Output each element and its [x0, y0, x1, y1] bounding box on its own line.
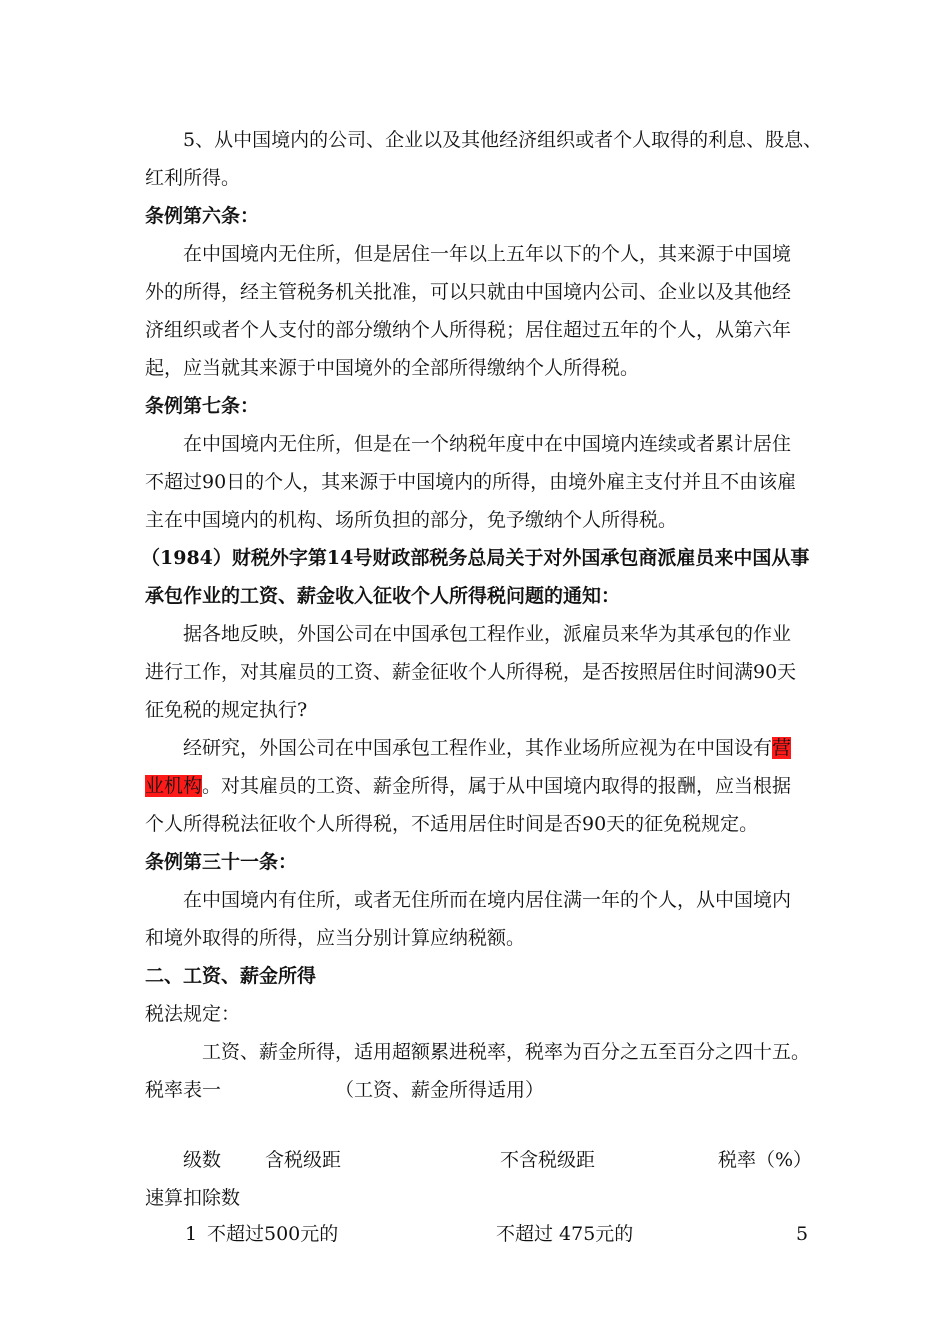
table-title: 税率表一	[145, 1079, 222, 1101]
paragraph-line: 主在中国境内的机构、场所负担的部分，免予缴纳个人所得税。	[145, 509, 678, 531]
paragraph-line: 在中国境内无住所，但是在一个纳税年度中在中国境内连续或者累计居住	[183, 433, 792, 455]
paragraph-line: 在中国境内无住所，但是居住一年以上五年以下的个人，其来源于中国境	[183, 243, 792, 265]
paragraph-text: 。对其雇员的工资、薪金所得，属于从中国境内取得的报酬，应当根据	[202, 775, 792, 797]
table-header-taxable-bracket: 含税级距	[265, 1149, 342, 1171]
paragraph-line: 外的所得，经主管税务机关批准，可以只就由中国境内公司、企业以及其他经	[145, 281, 792, 303]
table-header-level: 级数	[183, 1149, 222, 1171]
table-header-rate: 税率（%）	[718, 1149, 813, 1171]
paragraph-line: 据各地反映，外国公司在中国承包工程作业，派雇员来华为其承包的作业	[183, 623, 792, 645]
paragraph-line: 税法规定：	[145, 1003, 241, 1025]
table-cell-nontaxable: 不超过 475元的	[496, 1223, 634, 1245]
paragraph-line	[183, 736, 791, 760]
highlighted-text: 业机构	[145, 775, 203, 797]
paragraph-line: 红利所得。	[145, 167, 241, 189]
table-subtitle: （工资、薪金所得适用）	[335, 1079, 545, 1101]
paragraph-line: 不超过90日的个人，其来源于中国境内的所得，由境外雇主支付并且不由该雇	[145, 471, 797, 493]
table-cell-level: 1	[185, 1223, 198, 1245]
article-heading: 条例第七条：	[145, 395, 260, 417]
article-heading: 条例第六条：	[145, 205, 260, 227]
paragraph-line	[145, 774, 791, 798]
section-heading: 二、工资、薪金所得	[145, 965, 317, 987]
paragraph-line: 工资、薪金所得，适用超额累进税率，税率为百分之五至百分之四十五。	[202, 1041, 811, 1063]
notice-heading: 承包作业的工资、薪金收入征收个人所得税问题的通知：	[145, 585, 621, 607]
paragraph-line: 和境外取得的所得，应当分别计算应纳税额。	[145, 927, 526, 949]
table-header-nontaxable-bracket: 不含税级距	[500, 1149, 596, 1171]
article-heading: 条例第三十一条：	[145, 851, 298, 873]
paragraph-line: 征免税的规定执行?	[145, 699, 308, 721]
notice-heading: （1984）财税外字第14号财政部税务总局关于对外国承包商派雇员来中国从事	[141, 547, 810, 569]
paragraph-text: 经研究，外国公司在中国承包工程作业，其作业场所应视为在中国设有	[183, 737, 773, 759]
paragraph-line: 济组织或者个人支付的部分缴纳个人所得税；居住超过五年的个人，从第六年	[145, 319, 792, 341]
table-cell-taxable: 不超过500元的	[207, 1223, 339, 1245]
paragraph-line: 起，应当就其来源于中国境外的全部所得缴纳个人所得税。	[145, 357, 640, 379]
table-header-deduction: 速算扣除数	[145, 1187, 241, 1209]
highlighted-text: 营	[772, 737, 792, 759]
paragraph-line: 进行工作，对其雇员的工资、薪金征收个人所得税，是否按照居住时间满90天	[145, 661, 797, 683]
table-cell-rate: 5	[796, 1223, 809, 1245]
paragraph-line: 5、从中国境内的公司、企业以及其他经济组织或者个人取得的利息、股息、	[183, 129, 823, 151]
paragraph-line: 个人所得税法征收个人所得税，不适用居住时间是否90天的征免税规定。	[145, 813, 759, 835]
paragraph-line: 在中国境内有住所，或者无住所而在境内居住满一年的个人，从中国境内	[183, 889, 792, 911]
